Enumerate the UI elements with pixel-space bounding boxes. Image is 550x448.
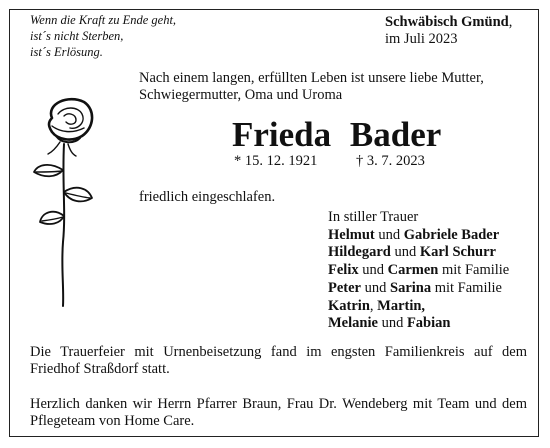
city-comma: , [508, 14, 513, 30]
list-item [328, 262, 509, 280]
family-name: Melanie [328, 315, 378, 332]
family-connector: und [374, 226, 404, 243]
birth-date: * 15. 12. 1921 [234, 153, 318, 169]
family-suffix: mit Familie [438, 262, 510, 279]
rose-icon [30, 92, 98, 312]
family-name: Martin, [377, 297, 426, 314]
passed-text: friedlich eingeschlafen. [139, 189, 276, 205]
deceased-name: Frieda Bader [232, 115, 442, 154]
poem-line: Wenn die Kraft zu Ende geht, [30, 13, 177, 27]
poem-line: ist´s nicht Sterben, [30, 29, 124, 43]
family-name: Helmut [328, 226, 375, 243]
family-connector: und [358, 262, 388, 279]
poem [30, 12, 176, 60]
intro-line: Nach einem langen, erfüllten Leben ist unsere liebe Mutter, [139, 70, 484, 86]
family-name: Hildegard [328, 244, 391, 261]
funeral-info: Die Trauerfeier mit Urnenbeisetzung fand im engsten Familienkreis auf dem Friedhof Straßdorf statt. [30, 344, 527, 377]
death-date: † 3. 7. 2023 [356, 153, 425, 169]
list-item [328, 280, 509, 298]
family-heading: In stiller Trauer [328, 209, 419, 225]
family-name: Sarina [390, 279, 432, 296]
city: Schwäbisch Gmünd [385, 14, 509, 30]
date-line: im Juli 2023 [385, 31, 458, 47]
family-connector: und [377, 315, 407, 332]
intro-line: Schwiegermutter, Oma und Uroma [139, 87, 343, 103]
list-item [328, 227, 509, 245]
list-item [328, 244, 509, 262]
family-name: Carmen [387, 262, 439, 279]
family-connector: und [390, 244, 420, 261]
poem-line: ist´s Erlösung. [30, 45, 103, 59]
thanks-text: Herzlich danken wir Herrn Pfarrer Braun, Frau Dr. Wendeberg mit Team und dem Pflegeteam von Home Care. [30, 396, 527, 429]
family-name: Felix [328, 262, 359, 279]
intro-text [139, 70, 484, 104]
family-name: Karl Schurr [419, 244, 496, 261]
list-item [328, 298, 509, 316]
family-name: Peter [328, 279, 361, 296]
family-name: Fabian [406, 315, 451, 332]
family-name: Katrin [328, 297, 370, 314]
place-and-date [385, 14, 512, 48]
family-suffix: mit Familie [431, 279, 502, 296]
family-list [328, 209, 509, 333]
list-item [328, 315, 509, 333]
family-connector: , [369, 297, 378, 314]
family-connector: und [361, 279, 390, 296]
family-name: Gabriele Bader [403, 226, 500, 243]
